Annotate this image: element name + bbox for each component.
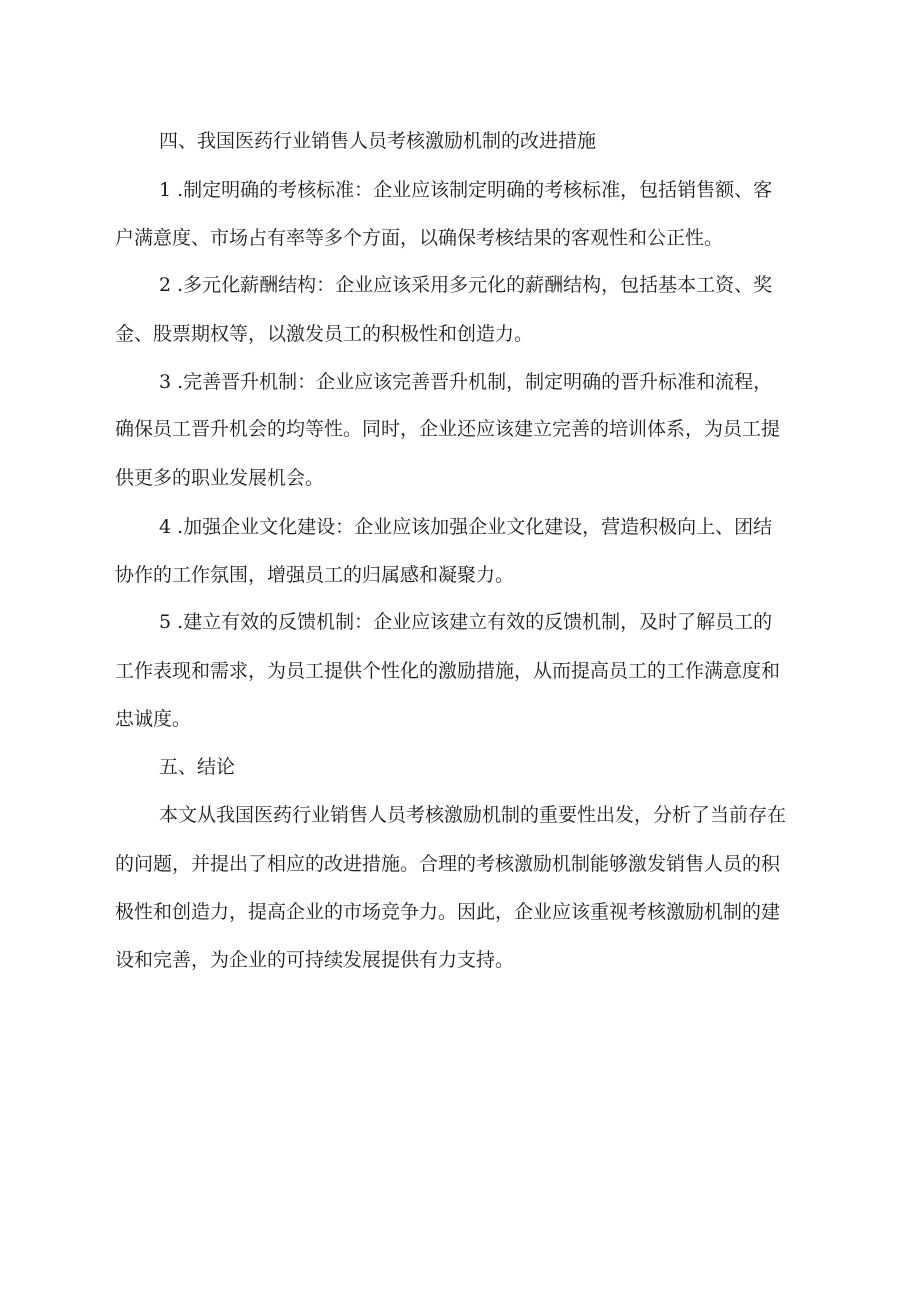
item-4-line-2: 协作的工作氛围，增强员工的归属感和凝聚力。 bbox=[115, 564, 515, 586]
conclusion-line-1: 本文从我国医药行业销售人员考核激励机制的重要性出发，分析了当前存在 bbox=[159, 804, 787, 826]
item-2-line-2: 金、股票期权等，以激发员工的积极性和创造力。 bbox=[115, 323, 534, 345]
item-4-line-1: 4 .加强企业文化建设：企业应该加强企业文化建设，营造积极向上、团结 bbox=[159, 516, 773, 538]
item-5-line-2: 工作表现和需求，为员工提供个性化的激励措施，从而提高员工的工作满意度和 bbox=[115, 660, 781, 682]
conclusion-line-4: 设和完善，为企业的可持续发展提供有力支持。 bbox=[115, 949, 515, 971]
section-heading-improvements: 四、我国医药行业销售人员考核激励机制的改进措施 bbox=[159, 130, 597, 152]
conclusion-line-2: 的问题，并提出了相应的改进措施。合理的考核激励机制能够激发销售人员的积 bbox=[115, 853, 781, 875]
item-5-line-1: 5 .建立有效的反馈机制：企业应该建立有效的反馈机制，及时了解员工的 bbox=[159, 611, 773, 633]
item-1-line-2: 户满意度、市场占有率等多个方面，以确保考核结果的客观性和公正性。 bbox=[115, 227, 724, 249]
item-3-line-2: 确保员工晋升机会的均等性。同时，企业还应该建立完善的培训体系，为员工提 bbox=[115, 418, 781, 440]
section-heading-conclusion: 五、结论 bbox=[159, 756, 236, 778]
conclusion-line-3: 极性和创造力，提高企业的市场竞争力。因此，企业应该重视考核激励机制的建 bbox=[115, 901, 781, 923]
item-2-line-1: 2 .多元化薪酬结构：企业应该采用多元化的薪酬结构，包括基本工资、奖 bbox=[159, 274, 773, 296]
item-3-line-1: 3 .完善晋升机制：企业应该完善晋升机制，制定明确的晋升标准和流程， bbox=[159, 371, 773, 393]
item-1-line-1: 1 .制定明确的考核标准：企业应该制定明确的考核标准，包括销售额、客 bbox=[159, 179, 773, 201]
item-3-line-3: 供更多的职业发展机会。 bbox=[115, 467, 325, 489]
item-5-line-3: 忠诚度。 bbox=[115, 708, 192, 730]
